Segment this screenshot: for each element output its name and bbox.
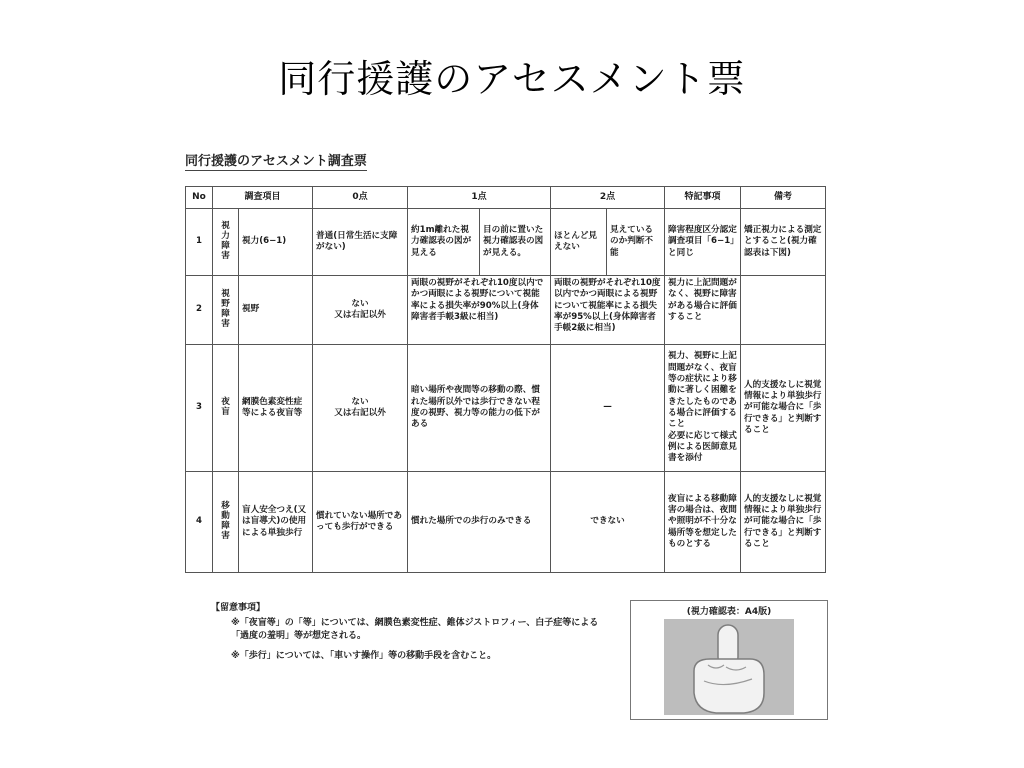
assessment-document — [185, 150, 825, 662]
row-item: 視力(6−1) — [239, 209, 313, 276]
row-special: 障害程度区分認定調査項目「6−1」と同じ — [665, 209, 741, 276]
note-line: ※「夜盲等」の「等」については、網膜色素変性症、錐体ジストロフィー、白子症等による「過度の羞明」等が想定される。 — [231, 618, 599, 641]
table-row — [186, 276, 826, 345]
row-special: 視力、視野に上記問題がなく、夜盲等の症状により移動に著しく困難をきたしたものである場合に評価すること 必要に応じて様式例による医師意見書を添付 — [665, 345, 741, 472]
row-remarks: 矯正視力による測定とすること(視力確認表は下図) — [741, 209, 826, 276]
row-special: 夜盲による移動障害の場合は、夜間や照明が不十分な場所等を想定したものとする — [665, 472, 741, 573]
vision-chart-card — [630, 600, 828, 720]
row-item: 網膜色素変性症等による夜盲等 — [239, 345, 313, 472]
row-2pt: 両眼の視野がそれぞれ10度以内でかつ両眼による視野について視能率による損失率が95%以上(身体障害者手帳2級に相当) — [551, 276, 665, 345]
row-2pt-a: ほとんど見えない — [551, 209, 607, 276]
raised-finger-hand-image — [664, 619, 794, 715]
row-item: 視野 — [239, 276, 313, 345]
row-1pt-b: 目の前に置いた視力確認表の図が見える。 — [480, 209, 551, 276]
row-category: 視 野 障 害 — [213, 276, 239, 345]
row-category: 夜 盲 — [213, 345, 239, 472]
row-no: 4 — [186, 472, 213, 573]
document-title: 同行援護のアセスメント調査票 — [185, 150, 367, 171]
header-remarks: 備考 — [741, 187, 826, 209]
row-0pt: ない 又は右記以外 — [313, 276, 408, 345]
notes-section — [211, 600, 611, 671]
row-category: 視 力 障 害 — [213, 209, 239, 276]
header-2pt: 2点 — [551, 187, 665, 209]
note-line: ※「歩行」については、「車いす操作」等の移動手段を含むこと。 — [231, 651, 497, 662]
row-1pt: 両眼の視野がそれぞれ10度以内でかつ両眼による視野について視能率による損失率が90%以上(身体障害者手帳3級に相当) — [408, 276, 551, 345]
table-row — [186, 345, 826, 472]
header-row — [186, 187, 826, 209]
row-remarks — [741, 276, 826, 345]
row-1pt-a: 約1m離れた視力確認表の図が見える — [408, 209, 480, 276]
row-2pt-b: 見えているのか判断不能 — [607, 209, 665, 276]
header-no: No — [186, 187, 213, 209]
row-2pt: — — [551, 345, 665, 472]
row-remarks: 人的支援なしに視覚情報により単独歩行が可能な場合に「歩行できる」と判断すること — [741, 472, 826, 573]
header-1pt: 1点 — [408, 187, 551, 209]
notes-header: 【留意事項】 — [211, 603, 266, 613]
row-item: 盲人安全つえ(又は盲導犬)の使用による単独歩行 — [239, 472, 313, 573]
header-special: 特記事項 — [665, 187, 741, 209]
row-0pt: 普通(日常生活に支障がない) — [313, 209, 408, 276]
table-row — [186, 472, 826, 573]
assessment-table — [185, 186, 826, 573]
slide-title: 同行援護のアセスメント票 — [278, 57, 746, 101]
row-1pt: 暗い場所や夜間等の移動の際、慣れた場所以外では歩行できない程度の視野、視力等の能力の低下がある — [408, 345, 551, 472]
row-2pt: できない — [551, 472, 665, 573]
row-no: 2 — [186, 276, 213, 345]
row-category: 移 動 障 害 — [213, 472, 239, 573]
row-special: 視力に上記問題がなく、視野に障害がある場合に評価すること — [665, 276, 741, 345]
row-1pt: 慣れた場所での歩行のみできる — [408, 472, 551, 573]
row-0pt: 慣れていない場所であっても歩行ができる — [313, 472, 408, 573]
row-no: 1 — [186, 209, 213, 276]
row-0pt: ない 又は右記以外 — [313, 345, 408, 472]
header-item: 調査項目 — [213, 187, 313, 209]
row-no: 3 — [186, 345, 213, 472]
table-row — [186, 209, 826, 276]
row-remarks: 人的支援なしに視覚情報により単独歩行が可能な場合に「歩行できる」と判断すること — [741, 345, 826, 472]
header-0pt: 0点 — [313, 187, 408, 209]
vision-chart-label: (視力確認表：A4版) — [686, 607, 772, 617]
